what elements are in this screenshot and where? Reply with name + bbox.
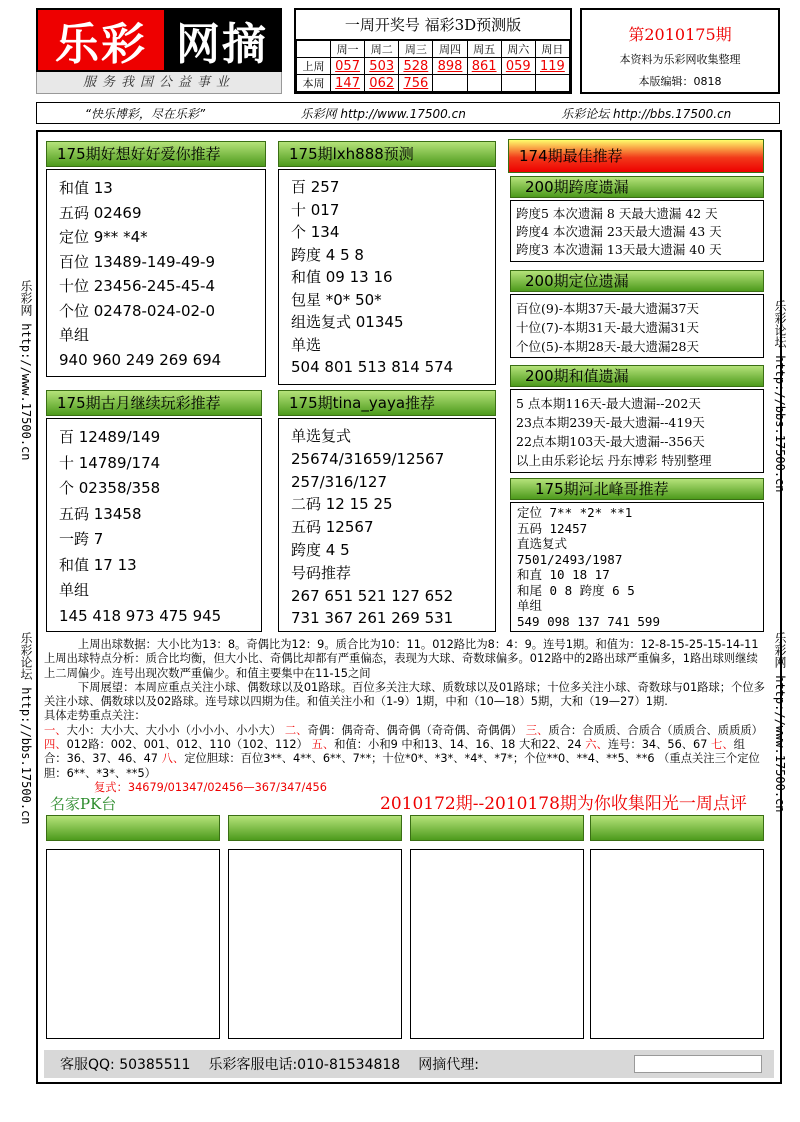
slogan-bar <box>36 102 780 124</box>
panel-line: 定位 9** *4* <box>59 228 148 246</box>
panel-line: 五码 02469 <box>59 203 142 222</box>
panel-line: 单选 <box>291 335 322 354</box>
analysis-text <box>44 638 766 795</box>
panel-line: 跨度 4 5 <box>291 540 350 559</box>
sum-line: 22点本期103天-最大遗漏--356天 <box>516 434 705 449</box>
row-label: 上周 <box>297 58 331 75</box>
side-left-bottom: 乐彩论坛 http://bbs.17500.cn <box>19 632 33 825</box>
item-label: 二、 <box>284 723 308 737</box>
panel-line: 组选复式 01345 <box>291 313 404 331</box>
analysis-fushi: 复式：34679/01347/02456—367/347/456 <box>94 780 327 794</box>
panel-line: 跨度 4 5 8 <box>291 245 364 264</box>
panel-body <box>278 169 496 385</box>
item-text: 定位胆球：百位3**、4**、6**、7**；十位*0*、*3*、*4*、*7*；个位**0、**4、**5、**6 （重点关注三个定位胆：6**、*3*、**5） <box>44 752 760 780</box>
panel-line: 个位 02478-024-02-0 <box>59 301 215 320</box>
item-text: 012路：002、001、012、110（102、112） <box>66 738 308 752</box>
item-text: 组合：36、37、46、47 <box>44 738 745 766</box>
best-title: 174期最佳推荐 <box>508 139 764 173</box>
draw-number: 898 <box>433 58 467 75</box>
panel-line: 百 12489/149 <box>59 428 161 446</box>
panel-line: 267 651 521 127 652 <box>291 586 454 605</box>
panel-title: 175期lxh888预测 <box>278 141 496 167</box>
logo-main-2: 网摘 <box>164 10 280 70</box>
pk-header <box>590 815 764 841</box>
day-header: 周六 <box>501 41 535 58</box>
panel-line: 和值 13 <box>59 179 113 197</box>
pk-header <box>410 815 584 841</box>
day-header: 周日 <box>535 41 569 58</box>
span-line: 跨度3 本次遗漏 13天最大遗漏 40 天 <box>516 242 722 257</box>
panel-line: 731 367 261 269 531 <box>291 609 454 628</box>
item-text: 奇偶：偶奇奇、偶奇偶（奇奇偶、奇偶偶） <box>307 723 523 737</box>
panel-body <box>46 169 266 377</box>
footer-phone: 乐彩客服电话:010-81534818 <box>208 1057 401 1073</box>
sum-line: 5 点本期116天-最大遗漏--202天 <box>516 396 701 411</box>
draw-number: 861 <box>467 58 501 75</box>
side-right-top: 乐彩论坛 http://bbs.17500.cn <box>773 300 787 493</box>
day-header: 周二 <box>365 41 399 58</box>
panel-title: 175期tina_yaya推荐 <box>278 390 496 416</box>
panel-line: 二码 12 15 25 <box>291 495 393 514</box>
pk-box <box>410 849 584 1039</box>
draw-table <box>296 40 570 92</box>
pk-box <box>228 849 402 1039</box>
span-body <box>510 200 764 262</box>
hebei-line: 和尾 0 8 跨度 6 5 <box>517 582 635 598</box>
pk-header <box>46 815 220 841</box>
draw-number: 147 <box>331 75 365 92</box>
panel-line: 一跨 7 <box>59 530 104 548</box>
footer-qq: 客服QQ: 50385511 <box>60 1057 191 1073</box>
forum-link[interactable]: 乐彩论坛 http://bbs.17500.cn <box>561 106 732 121</box>
panel-line: 十 14789/174 <box>59 453 161 472</box>
item-text: 大小：大小大、大小小（小小小、小小大） <box>66 723 282 737</box>
day-header: 周一 <box>331 41 365 58</box>
draw-number <box>535 75 569 92</box>
panel-line: 十位 23456-245-45-4 <box>59 277 215 295</box>
draw-number: 756 <box>399 75 433 92</box>
logo-main-1: 乐彩 <box>38 10 164 70</box>
hebei-body <box>510 502 764 632</box>
sum-note: 以上由乐彩论坛 丹东博彩 特别整理 <box>516 453 712 468</box>
analysis-outlook: 下周展望：本周应重点关注小球、偶数球以及01路球。百位多关注大球、质数球以及01路球；十位多关注小球、奇数球与01路球；个位多关注小球、偶数球以及02路球。连号球以四期为佳。和值关注小和（1-9）1期，中和（10—18）5期，大和（19—27）1期. <box>44 680 765 709</box>
item-label: 一、 <box>44 723 67 737</box>
draw-number: 062 <box>365 75 399 92</box>
position-line: 百位(9)-本期37天-最大遗漏37天 <box>516 301 699 316</box>
draw-number <box>501 75 535 92</box>
panel-line: 504 801 513 814 574 <box>291 358 454 376</box>
panel-line: 和值 17 13 <box>59 555 137 574</box>
pk-box <box>590 849 764 1039</box>
panel-line: 个 02358/358 <box>59 479 161 497</box>
panel-line: 和值 09 13 16 <box>291 268 393 286</box>
span-line: 跨度5 本次遗漏 8 天最大遗漏 42 天 <box>516 206 718 221</box>
logo <box>36 8 282 96</box>
position-line: 个位(5)-本期28天-最大遗漏28天 <box>516 339 699 354</box>
hebei-line: 7501/2493/1987 <box>517 551 623 567</box>
panel-line: 五码 13458 <box>59 504 142 523</box>
draw-number <box>467 75 501 92</box>
pk-box <box>46 849 220 1039</box>
panel-line: 百位 13489-149-49-9 <box>59 252 215 271</box>
draw-title: 一周开奖号 福彩3D预测版 <box>296 10 570 40</box>
week-review-title: 2010172期--2010178期为你收集阳光一周点评 <box>380 794 747 814</box>
row-label: 本周 <box>297 75 331 92</box>
day-header: 周三 <box>399 41 433 58</box>
item-label: 八、 <box>161 752 185 766</box>
position-title: 200期定位遗漏 <box>510 270 764 292</box>
panel-line: 25674/31659/12567 <box>291 449 445 468</box>
panel-line: 五码 12567 <box>291 518 374 537</box>
issue-number: 第2010175期 <box>628 25 732 44</box>
position-body <box>510 294 764 358</box>
issue-note: 本资料为乐彩网收集整理 <box>619 53 741 66</box>
analysis-focus-list <box>44 724 766 781</box>
panel-line: 257/316/127 <box>291 472 387 491</box>
pk-column <box>410 815 584 1039</box>
analysis-last-week: 上周出球数据：大小比为13：8。奇偶比为12：9。质合比为10：11。012路比为8：4：9。连号1期。和值为：12-8-15-25-15-14-11 上周出球特点分析：质合比均衡，但大小比、奇偶比却都有严重偏态，表现为大球、奇数球偏多。012路中的2路出球严重偏多，1路出球则继续上二周偏少。连号出现次数严重偏少。和值主要集中在11-15之间 <box>44 638 759 680</box>
item-text: 和值：小和9 中和13、14、16、18 大和22、24 <box>334 738 582 752</box>
draw-number: 503 <box>365 58 399 75</box>
pk-title: 名家PK台 <box>50 795 117 813</box>
pk-column <box>46 815 220 1039</box>
hebei-line: 五码 12457 <box>517 520 588 536</box>
panel-line: 940 960 249 269 694 <box>59 350 222 369</box>
panel-title: 175期好想好好爱你推荐 <box>46 141 266 167</box>
item-label: 五、 <box>311 738 335 752</box>
site-link[interactable]: 乐彩网 http://www.17500.cn <box>300 106 466 121</box>
item-label: 七、 <box>711 738 734 752</box>
item-text: 连号：34、56、67 <box>607 738 708 752</box>
hebei-line: 直选复式 <box>517 536 568 551</box>
issue-edition: 本版编辑：0818 <box>638 75 722 88</box>
analysis-focus-label: 具体走势重点关注： <box>44 709 146 723</box>
slogan-motto: “快乐博彩，尽在乐彩” <box>84 106 206 121</box>
panel-line: 包星 *0* 50* <box>291 290 382 309</box>
pk-column <box>590 815 764 1039</box>
panel-line: 145 418 973 475 945 <box>59 606 222 625</box>
side-left-top: 乐彩网 http://www.17500.cn <box>19 280 33 461</box>
sum-body <box>510 389 764 473</box>
span-line: 跨度4 本次遗漏 23天最大遗漏 43 天 <box>516 224 722 239</box>
item-label: 三、 <box>525 723 549 737</box>
corner-cell <box>297 41 331 58</box>
hebei-line: 定位 7** *2* **1 <box>517 505 633 520</box>
footer <box>44 1050 774 1078</box>
item-text: 质合：合质质、合质合（质质合、质质质） <box>548 723 763 737</box>
span-title: 200期跨度遗漏 <box>510 176 764 198</box>
hebei-line: 单组 <box>517 598 543 613</box>
hebei-line: 549 098 137 741 599 <box>517 613 660 629</box>
panel-line: 单选复式 <box>291 427 352 445</box>
sum-line: 23点本期239天-最大遗漏--419天 <box>516 415 705 430</box>
item-label: 四、 <box>44 738 67 752</box>
hebei-title: 175期河北峰哥推荐 <box>510 478 764 500</box>
logo-tagline: 服务我国公益事业 <box>36 72 282 94</box>
day-header: 周四 <box>433 41 467 58</box>
hebei-line: 和直 10 18 17 <box>517 567 610 582</box>
panel-line: 单组 <box>59 581 90 599</box>
position-line: 十位(7)-本期31天-最大遗漏31天 <box>516 320 699 335</box>
day-header: 周五 <box>467 41 501 58</box>
panel-body <box>46 418 262 632</box>
panel-line: 个 134 <box>291 223 340 241</box>
sum-title: 200期和值遗漏 <box>510 365 764 387</box>
panel-title: 175期古月继续玩彩推荐 <box>46 390 262 416</box>
issue-box <box>580 8 780 94</box>
pk-column <box>228 815 402 1039</box>
panel-line: 单组 <box>59 326 90 344</box>
pk-header <box>228 815 402 841</box>
draw-number: 059 <box>501 58 535 75</box>
side-right-bottom: 乐彩网 http://www.17500.cn <box>773 632 787 813</box>
panel-line: 百 257 <box>291 178 340 196</box>
draw-number: 119 <box>535 58 569 75</box>
agent-blank <box>634 1055 762 1073</box>
panel-line: 号码推荐 <box>291 563 352 582</box>
draw-results-box <box>294 8 572 94</box>
panel-line: 十 017 <box>291 200 340 219</box>
draw-number: 057 <box>331 58 365 75</box>
draw-number: 528 <box>399 58 433 75</box>
footer-agent: 网摘代理: <box>418 1057 479 1073</box>
item-label: 六、 <box>585 738 608 752</box>
panel-body <box>278 418 496 632</box>
draw-number <box>433 75 467 92</box>
